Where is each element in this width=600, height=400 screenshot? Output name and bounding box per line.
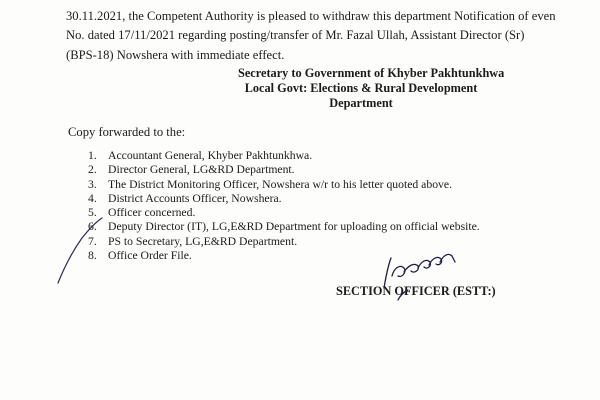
list-item-text: District Accounts Officer, Nowshera.	[108, 191, 282, 205]
body-line-3: (BPS-18) Nowshera with immediate effect.	[66, 48, 285, 62]
list-item	[88, 163, 480, 177]
signatory-block	[238, 66, 505, 111]
signatory-line-1: Secretary to Government of Khyber Pakhtunkhwa	[238, 66, 505, 80]
list-item-text: Officer concerned.	[108, 206, 196, 220]
list-item-number: 3.	[88, 177, 97, 191]
list-item	[88, 178, 480, 192]
body-line-2: No. dated 17/11/2021 regarding posting/transfer of Mr. Fazal Ullah, Assistant Director (Sr)	[66, 28, 525, 42]
list-item-text: The District Monitoring Officer, Nowshera w/r to his letter quoted above.	[108, 177, 453, 191]
list-item-number: 2.	[88, 163, 97, 177]
list-item	[88, 206, 480, 220]
list-item-text: PS to Secretary, LG,E&RD Department.	[108, 234, 298, 248]
list-item-number: 5.	[88, 206, 97, 220]
list-item	[88, 220, 480, 234]
list-item-text: Accountant General, Khyber Pakhtunkhwa.	[108, 149, 313, 162]
section-officer-label: SECTION OFFICER (ESTT:)	[336, 284, 496, 298]
list-item-number: 1.	[88, 149, 97, 162]
copy-forwarded-list	[88, 149, 480, 263]
signatory-line-3: Department	[329, 96, 393, 110]
list-item	[88, 249, 480, 263]
list-item-text: Office Order File.	[108, 249, 192, 263]
list-item-number: 8.	[88, 249, 97, 263]
list-item	[88, 235, 480, 249]
list-item-text: Deputy Director (IT), LG,E&RD Department for uploading on official website.	[108, 220, 480, 234]
list-item-number: 4.	[88, 191, 97, 205]
list-item	[88, 192, 480, 206]
list-item-number: 7.	[88, 234, 97, 248]
list-item-text: Director General, LG&RD Department.	[108, 163, 295, 177]
list-item	[88, 149, 480, 163]
signatory-line-2: Local Govt: Elections & Rural Development	[244, 81, 478, 95]
list-item-number: 6.	[88, 220, 97, 234]
copy-forwarded-heading: Copy forwarded to the:	[68, 125, 186, 139]
body-line-1: 30.11.2021, the Competent Authority is pleased to withdraw this department Notification of even	[66, 9, 556, 23]
